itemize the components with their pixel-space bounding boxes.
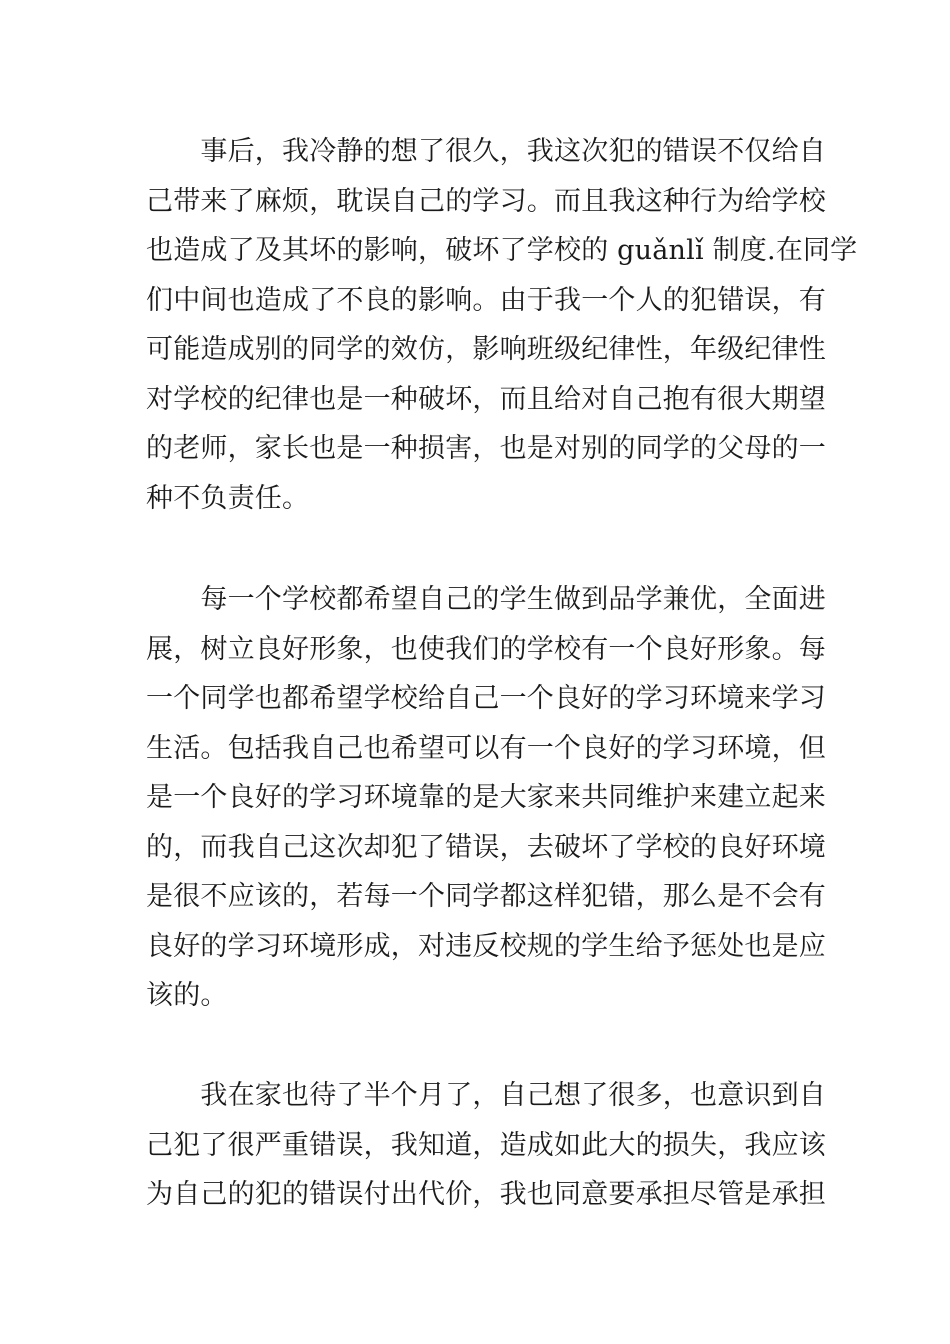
paragraph-3 <box>146 1071 826 1220</box>
paragraph-line: 良好的学习环境形成，对违反校规的学生给予惩处也是应 <box>146 930 826 962</box>
paragraph-line: 也造成了及其坏的影响，破坏了学校的 guǎnlǐ 制度.在同学 <box>146 235 858 266</box>
paragraph-line: 每一个学校都希望自己的学生做到品学兼优，全面进 <box>146 584 826 615</box>
paragraph-line: 生活。包括我自己也希望可以有一个良好的学习环境，但 <box>146 732 826 764</box>
paragraph-line: 对学校的纪律也是一种破坏，而且给对自己抱有很大期望 <box>146 383 826 415</box>
paragraph-line: 是一个良好的学习环境靠的是大家来共同维护来建立起来 <box>146 782 826 813</box>
paragraph-1 <box>146 127 858 523</box>
paragraph-line: 的老师，家长也是一种损害，也是对别的同学的父母的一 <box>146 433 826 464</box>
paragraph-line: 己犯了很严重错误，我知道，造成如此大的损失，我应该 <box>146 1129 826 1161</box>
paragraph-line: 们中间也造成了不良的影响。由于我一个人的犯错误，有 <box>146 284 826 316</box>
paragraph-line: 可能造成别的同学的效仿，影响班级纪律性，年级纪律性 <box>146 334 826 365</box>
paragraph-line: 事后，我冷静的想了很久，我这次犯的错误不仅给自 <box>146 136 826 167</box>
paragraph-line: 种不负责任。 <box>146 482 310 514</box>
paragraph-line: 为自己的犯的错误付出代价，我也同意要承担尽管是承担 <box>146 1179 826 1210</box>
paragraph-line: 展，树立良好形象，也使我们的学校有一个良好形象。每 <box>146 633 826 665</box>
paragraph-2 <box>146 575 826 1021</box>
paragraph-line: 一个同学也都希望学校给自己一个良好的学习环境来学习 <box>146 683 826 714</box>
paragraph-line: 的，而我自己这次却犯了错误，去破坏了学校的良好环境 <box>146 831 826 863</box>
paragraph-line: 该的。 <box>146 980 228 1011</box>
paragraph-line: 己带来了麻烦，耽误自己的学习。而且我这种行为给学校 <box>146 185 826 217</box>
paragraph-line: 是很不应该的，若每一个同学都这样犯错，那么是不会有 <box>146 881 826 912</box>
paragraph-line: 我在家也待了半个月了，自己想了很多，也意识到自 <box>146 1080 826 1111</box>
